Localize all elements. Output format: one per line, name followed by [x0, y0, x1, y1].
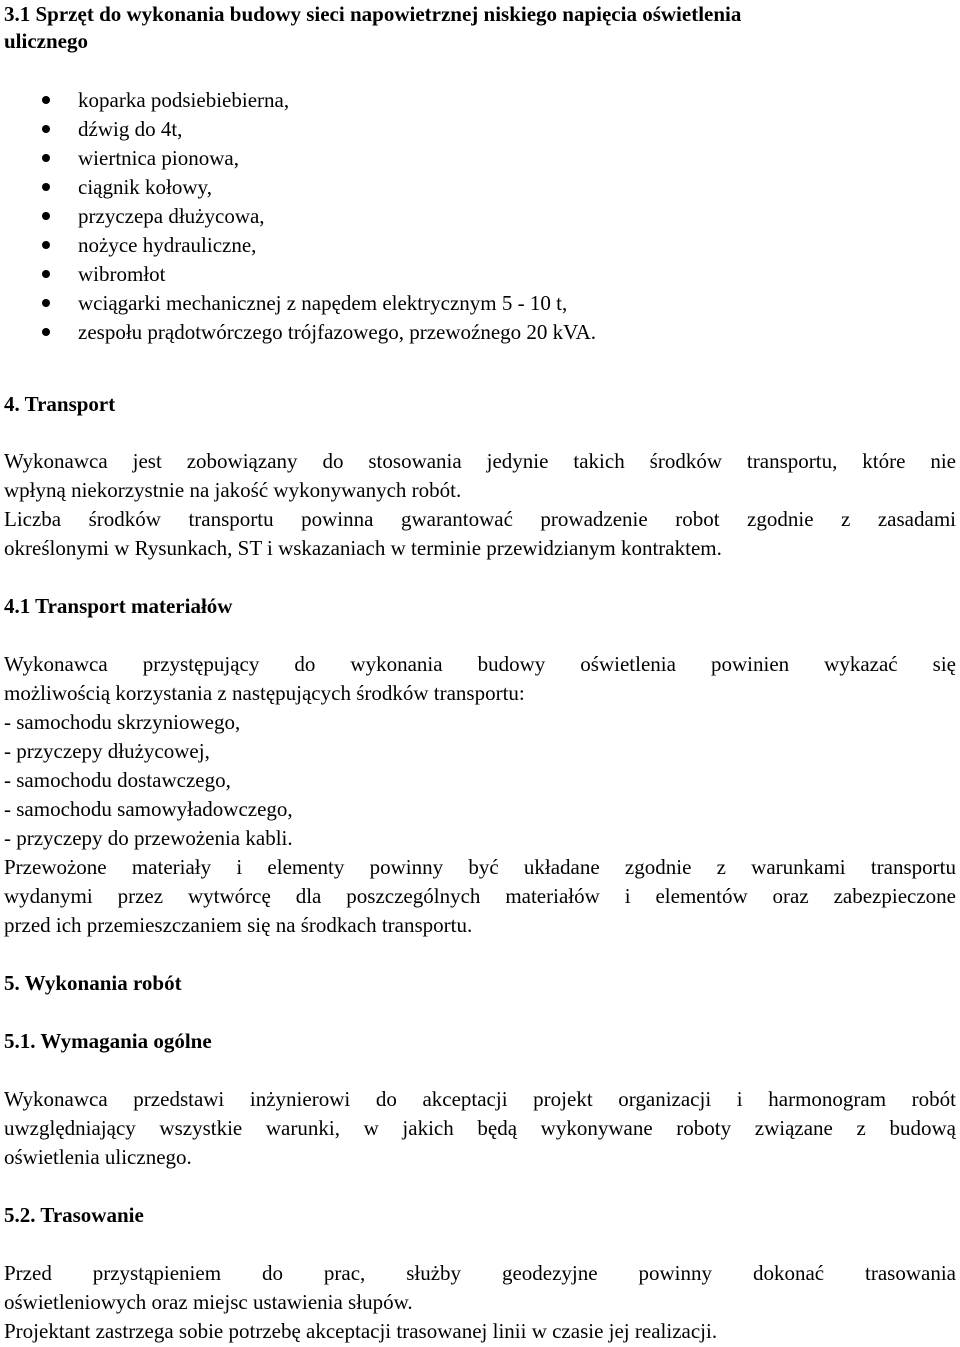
bullet-icon [42, 241, 50, 249]
bullet-icon [42, 270, 50, 278]
list-item: wiertnica pionowa, [78, 146, 239, 170]
paragraph-line: oświetlenia ulicznego. [4, 1145, 192, 1169]
paragraph-line: Wykonawca przystępujący do wykonania budowy oświetlenia powinien wykazać się [4, 652, 956, 676]
paragraph-line: Przewożone materiały i elementy powinny być układane zgodnie z warunkami transportu [4, 855, 956, 879]
bullet-icon [42, 154, 50, 162]
bullet-icon [42, 183, 50, 191]
bullet-icon [42, 212, 50, 220]
list-item: - przyczepy do przewożenia kabli. [4, 826, 293, 850]
section-5-1-heading: 5.1. Wymagania ogólne [4, 1029, 212, 1053]
list-item: - przyczepy dłużycowej, [4, 739, 210, 763]
list-item: - samochodu samowyładowczego, [4, 797, 293, 821]
list-item: dźwig do 4t, [78, 117, 183, 141]
list-item: koparka podsiebiebierna, [78, 88, 290, 112]
paragraph-line: Liczba środków transportu powinna gwarantować prowadzenie robot zgodnie z zasadami [4, 507, 956, 531]
paragraph-line: Wykonawca jest zobowiązany do stosowania jedynie takich środków transportu, które nie [4, 449, 956, 473]
paragraph-line: oświetleniowych oraz miejsc ustawienia słupów. [4, 1290, 413, 1314]
list-item: zespołu prądotwórczego trójfazowego, przewoźnego 20 kVA. [78, 320, 597, 344]
list-item: nożyce hydrauliczne, [78, 233, 257, 257]
list-item: wciągarki mechanicznej z napędem elektrycznym 5 - 10 t, [78, 291, 568, 315]
section-3-1-heading-line1: 3.1 Sprzęt do wykonania budowy sieci napowietrznej niskiego napięcia oświetlenia [4, 2, 742, 26]
paragraph-line: Przed przystąpieniem do prac, służby geodezyjne powinny dokonać trasowania [4, 1261, 956, 1285]
section-4-heading: 4. Transport [4, 392, 116, 416]
section-5-2-heading: 5.2. Trasowanie [4, 1203, 144, 1227]
list-item: ciągnik kołowy, [78, 175, 212, 199]
section-5-heading: 5. Wykonania robót [4, 971, 182, 995]
bullet-icon [42, 125, 50, 133]
list-item: przyczepa dłużycowa, [78, 204, 265, 228]
bullet-icon [42, 328, 50, 336]
bullet-icon [42, 299, 50, 307]
section-4-1-heading: 4.1 Transport materiałów [4, 594, 233, 618]
bullet-icon [42, 96, 50, 104]
list-item: - samochodu dostawczego, [4, 768, 231, 792]
paragraph-line: wpłyną niekorzystnie na jakość wykonywanych robót. [4, 478, 462, 502]
paragraph-line: określonymi w Rysunkach, ST i wskazaniach w terminie przewidzianym kontraktem. [4, 536, 722, 560]
paragraph-line: wydanymi przez wytwórcę dla poszczególnych materiałów i elementów oraz zabezpieczone [4, 884, 956, 908]
section-3-1-heading-line2: ulicznego [4, 29, 88, 53]
list-item: wibromłot [78, 262, 166, 286]
paragraph-line: Wykonawca przedstawi inżynierowi do akceptacji projekt organizacji i harmonogram robót [4, 1087, 956, 1111]
paragraph-line: Projektant zastrzega sobie potrzebę akceptacji trasowanej linii w czasie jej realizacji. [4, 1319, 718, 1343]
list-item: - samochodu skrzyniowego, [4, 710, 241, 734]
paragraph-line: uwzględniający wszystkie warunki, w jakich będą wykonywane roboty związane z budową [4, 1116, 956, 1140]
paragraph-line: możliwością korzystania z następujących środków transportu: [4, 681, 525, 705]
paragraph-line: przed ich przemieszczaniem się na środkach transportu. [4, 913, 473, 937]
